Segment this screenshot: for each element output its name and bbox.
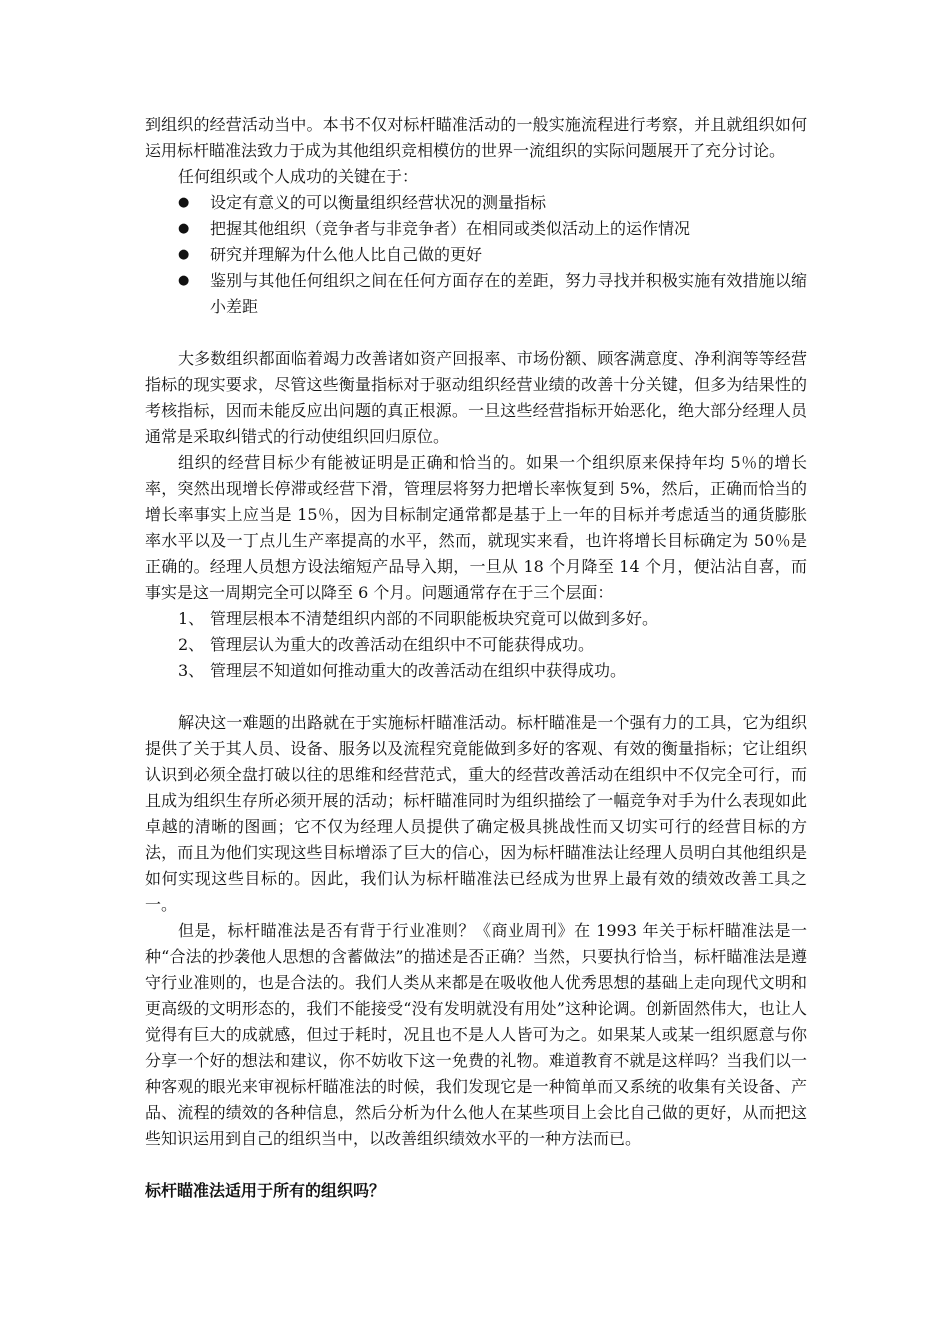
list-item [145, 190, 807, 216]
blank-line [145, 320, 807, 346]
list-item [145, 632, 807, 658]
list-item [145, 658, 807, 684]
list-item [145, 242, 807, 268]
list-number: 1、 [178, 609, 205, 628]
list-item [145, 268, 807, 320]
success-keys-list [145, 190, 807, 320]
intro-paragraph: 到组织的经营活动当中。本书不仅对标杆瞄准活动的一般实施流程进行考察，并且就组织如何运用标杆瞄准法致力于成为其他组织竞相模仿的世界一流组织的实际问题展开了充分讨论。 [145, 115, 807, 160]
list-item-text: 把握其他组织（竞争者与非竞争者）在相同或类似活动上的运作情况 [210, 219, 691, 238]
list-number: 3、 [178, 661, 205, 680]
list-item-text: 管理层不知道如何推动重大的改善活动在组织中获得成功。 [210, 661, 627, 680]
bullet-icon: ● [178, 247, 190, 262]
list-item-text: 设定有意义的可以衡量组织经营状况的测量指标 [210, 193, 547, 212]
bullet-icon: ● [178, 195, 190, 210]
list-number: 2、 [178, 635, 205, 654]
list-item-text: 管理层认为重大的改善活动在组织中不可能获得成功。 [210, 635, 595, 654]
list-item-text: 研究并理解为什么他人比自己做的更好 [210, 245, 483, 264]
section-heading: 标杆瞄准法适用于所有的组织吗？ [145, 1181, 386, 1200]
problem-levels-list [145, 606, 807, 684]
solution-paragraph: 解决这一难题的出路就在于实施标杆瞄准活动。标杆瞄准是一个强有力的工具，它为组织提供了关于其人员、设备、服务以及流程究竟能做到多好的客观、有效的衡量指标；它让组织认识到必须全盘打破以往的思维和经营范式，重大的经营改善活动在组织中不仅完全可行，而且成为组织生存所必须开展的活动；标杆瞄准同时为组织描绘了一幅竞争对手为什么表现如此卓越的清晰的图画；它不仅为经理人员提供了确定极具挑战性而又切实可行的经营目标的方法，而且为他们实现这些目标增添了巨大的信心，因为标杆瞄准法让经理人员明白其他组织是如何实现这些目标的。因此，我们认为标杆瞄准法已经成为世界上最有效的绩效改善工具之一。 [145, 713, 807, 914]
success-keys-paragraph: 任何组织或个人成功的关键在于： [178, 167, 419, 186]
list-item [145, 606, 807, 632]
blank-line [145, 684, 807, 710]
ethics-paragraph: 但是，标杆瞄准法是否有背于行业准则？《商业周刊》在 1993 年关于标杆瞄准法是一种“合法的抄袭他人思想的含蓄做法”的描述是否正确？当然，只要执行恰当，标杆瞄准法是遵守行业准则的，也是合法的。我们人类从来都是在吸收他人优秀思想的基础上走向现代文明和更高级的文明形态的，我们不能接受“没有发明就没有用处”这种论调。创新固然伟大，也让人觉得有巨大的成就感，但过于耗时，况且也不是人人皆可为之。如果某人或某一组织愿意与你分享一个好的想法和建议，你不妨收下这一免费的礼物。难道教育不就是这样吗？当我们以一种客观的眼光来审视标杆瞄准法的时候，我们发现它是一种简单而又系统的收集有关设备、产品、流程的绩效的各种信息，然后分析为什么他人在某些项目上会比自己做的更好，从而把这些知识运用到自己的组织当中，以改善组织绩效水平的一种方法而已。 [145, 921, 807, 1148]
bullet-icon: ● [178, 221, 190, 236]
goals-paragraph: 组织的经营目标少有能被证明是正确和恰当的。如果一个组织原来保持年均 5％的增长率，突然出现增长停滞或经营下滑，管理层将努力把增长率恢复到 5%，然后，正确而恰当的增长率事实上应当是 15％，因为目标制定通常都是基于上一年的目标并考虑适当的通货膨胀率水平以及一丁点儿生产率提高的水平，然而，就现实来看，也许将增长目标确定为 50％是正确的。经理人员想方设法缩短产品导入期，一旦从 18 个月降至 14 个月，便沾沾自喜，而事实是这一周期完全可以降至 6 个月。问题通常存在于三个层面： [145, 453, 807, 602]
document-page [145, 112, 807, 1204]
blank-line [145, 1152, 807, 1178]
list-item [145, 216, 807, 242]
metrics-paragraph: 大多数组织都面临着竭力改善诸如资产回报率、市场份额、顾客满意度、净利润等等经营指标的现实要求，尽管这些衡量指标对于驱动组织经营业绩的改善十分关键，但多为结果性的考核指标，因而未能反应出问题的真正根源。一旦这些经营指标开始恶化，绝大部分经理人员通常是采取纠错式的行动使组织回归原位。 [145, 349, 807, 446]
bullet-icon: ● [178, 273, 190, 288]
list-item-text: 管理层根本不清楚组织内部的不同职能板块究竟可以做到多好。 [210, 609, 659, 628]
list-item-text: 鉴别与其他任何组织之间在任何方面存在的差距，努力寻找并积极实施有效措施以缩小差距 [210, 271, 807, 316]
